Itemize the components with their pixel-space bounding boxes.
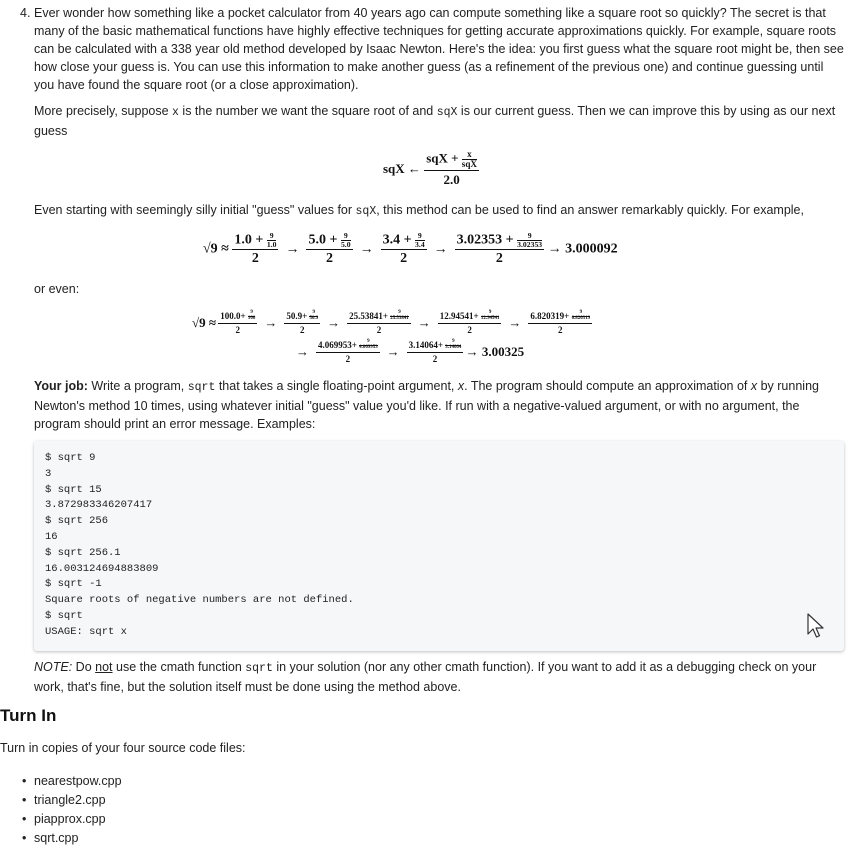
example-2-equation-row2: → 4.069953+ $\frac{9}{4.069953}$ 2 → 3.14064+ $\frac{9}{3.14064}$ 2 → 3.00325: [296, 339, 525, 365]
iteration-fraction: 25.53841+ $\frac{9}{25.53841}$ 2: [349, 310, 409, 336]
iteration-fraction: 3.02353 + $\frac{9}{3.02353}$ 2: [456, 231, 543, 267]
turn-in-heading: Turn In: [0, 706, 57, 725]
iteration-fraction: 6.820319+ $\frac{9}{6.820319}$ 2: [530, 310, 591, 336]
arrow-icon: →: [433, 241, 448, 257]
arrow-icon: →: [508, 315, 522, 331]
iteration-fraction: 100.0+ $\frac{9}{100}$ 2: [220, 310, 256, 336]
code-example-block: [34, 441, 844, 651]
list-item: • piapprox.cpp: [34, 810, 122, 829]
list-item: • nearestpow.cpp: [34, 772, 122, 791]
file-list: [0, 772, 122, 848]
arrow-icon: →: [417, 315, 431, 331]
mouse-pointer-icon: [806, 612, 826, 640]
iteration-fraction: 5.0 + $\frac{9}{5.0}$ 2: [308, 231, 351, 267]
silly-paragraph: Even starting with seemingly silly initial "guess" values for sqX, this method can be used to find an answer remarkably quickly. For example,: [34, 203, 804, 218]
list-item: • triangle2.cpp: [34, 791, 122, 810]
code-example-text: $ sqrt 9 3 $ sqrt 15 3.872983346207417 $ sqrt 256 16 $ sqrt 256.1 16.003124694883809 $ sqrt -1 Square roots of negative numbers are not defined. $ sqrt USAGE: sqrt x: [45, 452, 354, 638]
problem-4: [20, 4, 844, 140]
arrow-icon: →: [359, 241, 374, 257]
or-even-text: or even:: [34, 282, 80, 296]
precise-paragraph: More precisely, suppose x is the number we want the square root of and sqX is our current guess. Then we can improve this by using as our next guess: [34, 104, 836, 138]
arrow-icon: →: [327, 315, 341, 331]
example-2-equation-row1: √9 ≈ 100.0+ $\frac{9}{100}$ 2 → 50.9+ $\frac{9}{50.9}$ 2 → 25.53841+ $\frac{9}{25.53841}$ 2 → 12.94541+ $\frac{9}{12.94541}$ 2 → 6.820319+ $\frac{9}{6.820319}$ 2: [192, 310, 591, 336]
example-1-equation: √9 ≈ 1.0 + $\frac{9}{1.0}$ 2 → 5.0 + $\frac{9}{5.0}$ 2 → 3.4 + $\frac{9}{3.4}$ 2 → 3.02353 + $\frac{9}{3.02353}$ 2 → 3.000092: [203, 231, 618, 267]
update-formula: sqX ← sqX + x sqX 2.0: [383, 149, 477, 188]
arrow-icon: →: [264, 315, 278, 331]
list-item: • sqrt.cpp: [34, 829, 122, 848]
arrow-icon: →: [285, 241, 300, 257]
turn-in-text: Turn in copies of your four source code files:: [0, 741, 246, 755]
iteration-fraction: 1.0 + $\frac{9}{1.0}$ 2: [234, 231, 277, 267]
job-paragraph: Your job: Write a program, sqrt that takes a single floating-point argument, x. The program should compute an approximation of x by running Newton's method 10 times, using whatever initial "guess" value you'd like. If run with a negative-valued argument, or with no argument, the program should print an error message. Examples:: [34, 379, 819, 431]
iteration-fraction: 12.94541+ $\frac{9}{12.94541}$ 2: [439, 310, 500, 336]
arrow-icon: →: [386, 344, 400, 360]
problem-number: 4.: [20, 6, 31, 20]
note-paragraph: NOTE: Do not use the cmath function sqrt in your solution (nor any other cmath function). If you want to add it as a debugging check on your work, that's fine, but the solution itself must be done using the method above.: [34, 660, 817, 694]
iteration-fraction: 4.069953+ $\frac{9}{4.069953}$ 2: [318, 339, 378, 365]
intro-paragraph: Ever wonder how something like a pocket calculator from 40 years ago can compute something like a square root so quickly? The secret is that many of the basic mathematical functions have highly effective techniques for getting accurate approximations quickly. For example, square roots can be calculated with a 338 year old method developed by Isaac Newton. Here's the idea: you first guess what the square root might be, then see how close your guess is. You can use this information to make another guess (as a refinement of the previous one) and continue guessing until you have found the square root (or a close approximation).: [34, 6, 844, 92]
iteration-fraction: 3.14064+ $\frac{9}{3.14064}$ 2: [408, 339, 462, 365]
iteration-fraction: 50.9+ $\frac{9}{50.9}$ 2: [286, 310, 319, 336]
iteration-fraction: 3.4 + $\frac{9}{3.4}$ 2: [382, 231, 425, 267]
